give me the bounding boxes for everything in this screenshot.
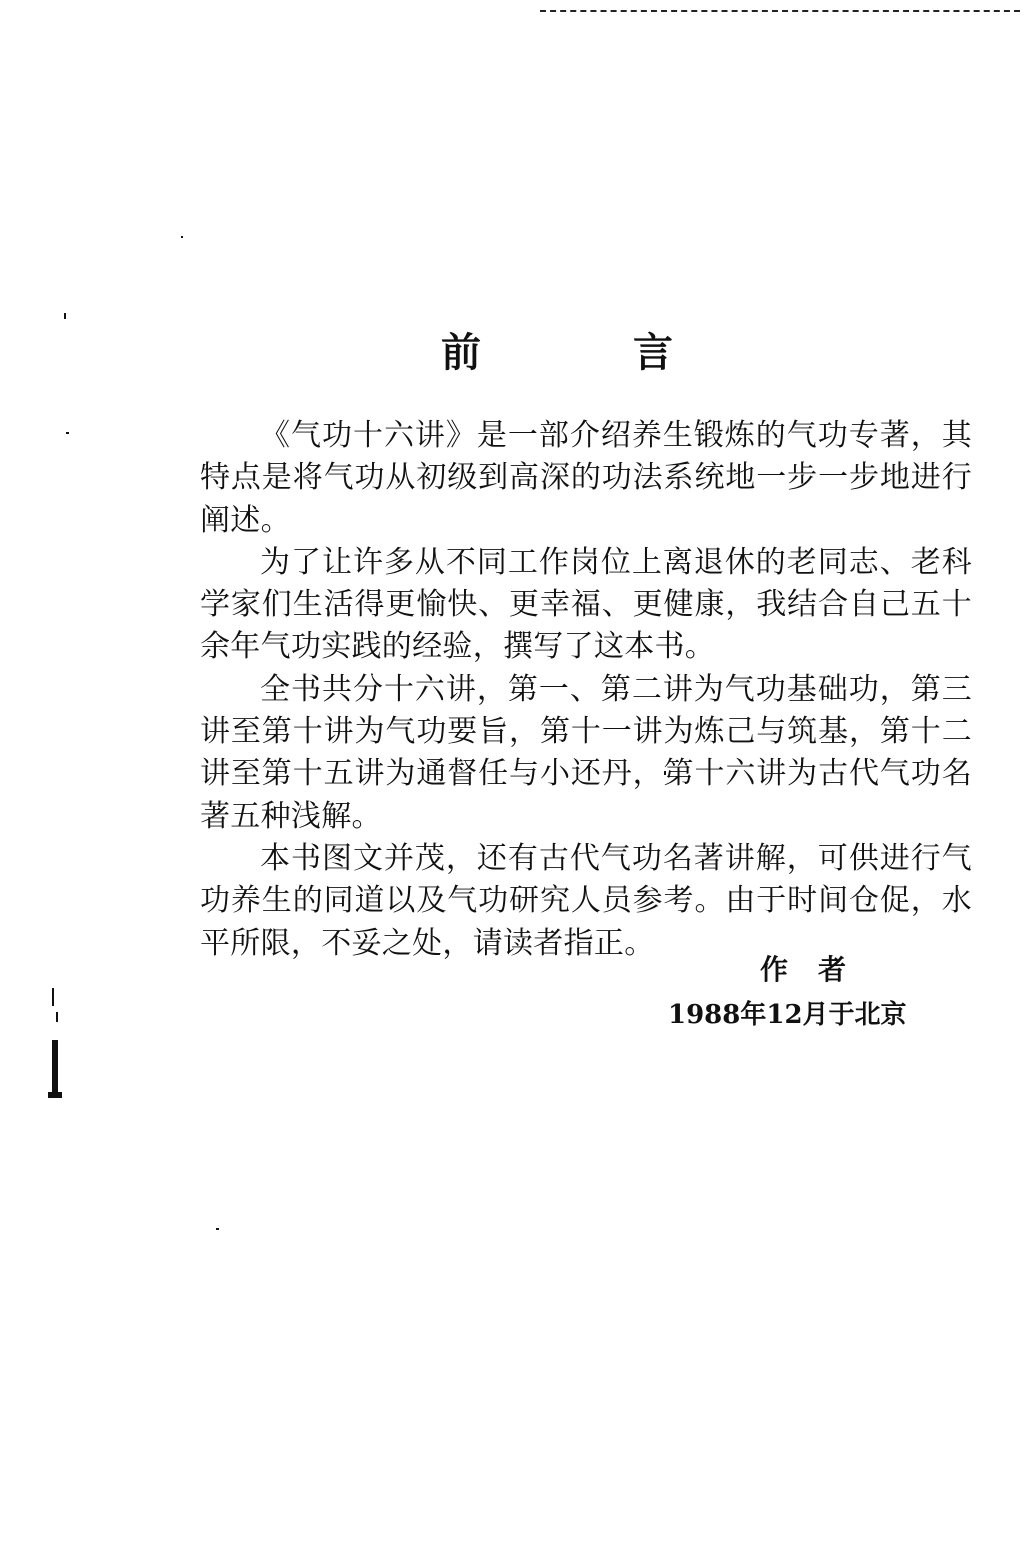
scan-mark (66, 432, 69, 434)
paragraph: 《气功十六讲》是一部介绍养生锻炼的气功专著，其特点是将气功从初级到高深的功法系统地一步一步地进行阐述。 (200, 418, 972, 538)
scan-mark (181, 236, 183, 238)
scan-mark (64, 313, 66, 319)
scan-mark (216, 1228, 219, 1230)
binding-mark (52, 988, 54, 1006)
date-line: 1988年12月于北京 (668, 1000, 907, 1030)
paragraph: 全书共分十六讲，第一、第二讲为气功基础功，第三讲至第十讲为气功要旨，第十一讲为炼己与筑基，第十二讲至第十五讲为通督任与小还丹，第十六讲为古代气功名著五种浅解。 (200, 671, 972, 834)
preface-body (200, 415, 972, 965)
cut-line (540, 10, 1020, 12)
page-title: 前 言 (441, 330, 729, 376)
binding-mark (52, 1040, 58, 1098)
paragraph: 本书图文并茂，还有古代气功名著讲解，可供进行气功养生的同道以及气功研究人员参考。由于时间仓促，水平所限，不妥之处，请读者指正。 (200, 840, 972, 961)
binding-mark (48, 1092, 62, 1098)
binding-mark (56, 1012, 58, 1022)
author-signature: 作者 (760, 953, 877, 986)
paragraph: 为了让许多从不同工作岗位上离退休的老同志、老科学家们生活得更愉快、更幸福、更健康，我结合自己五十余年气功实践的经验，撰写了这本书。 (200, 544, 972, 665)
